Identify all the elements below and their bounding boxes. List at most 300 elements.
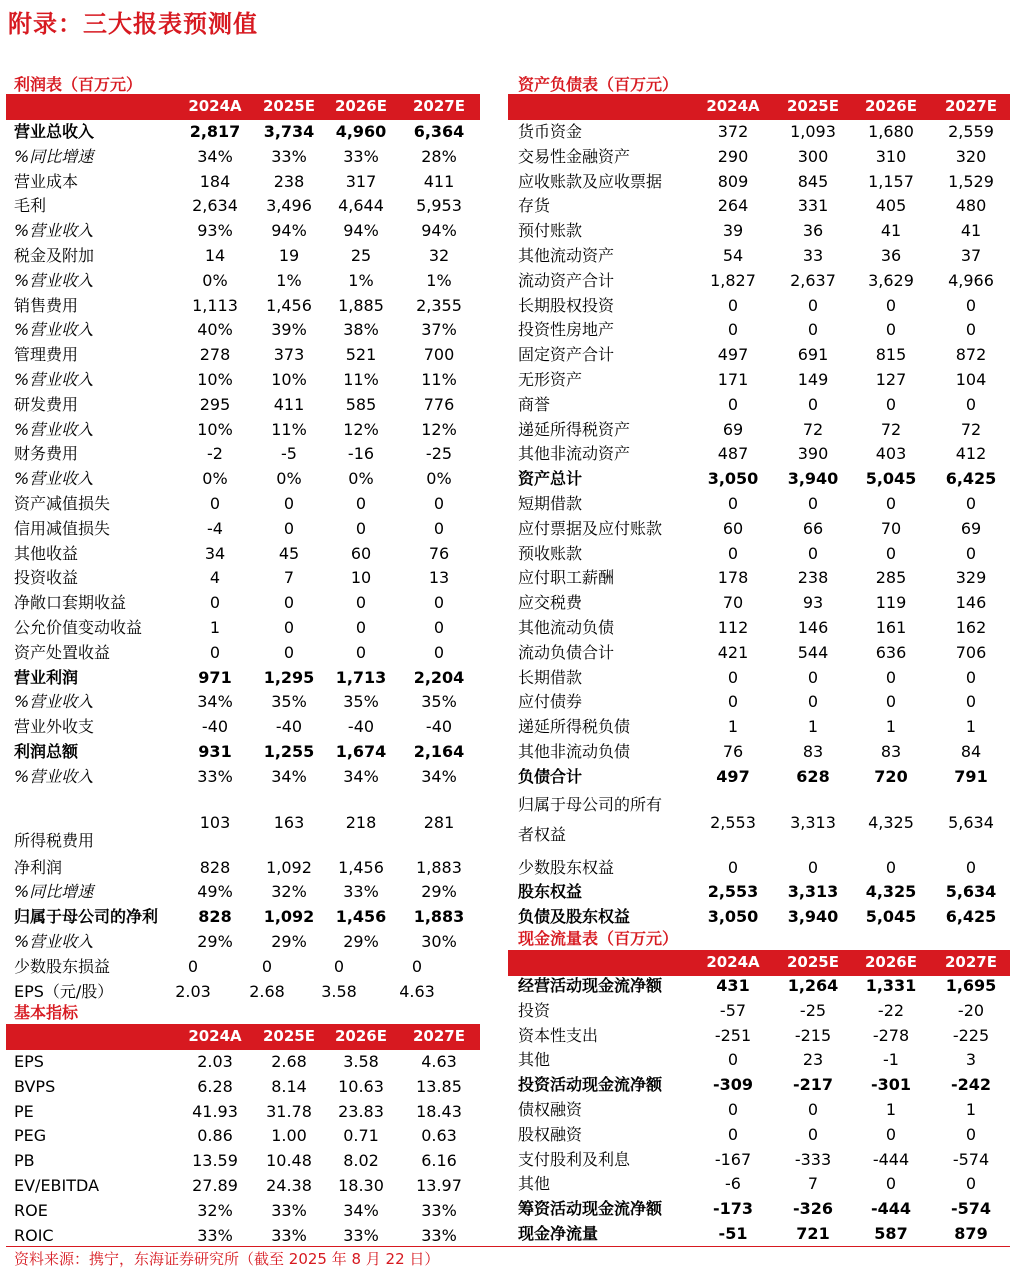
cell-value: 104: [955, 370, 987, 389]
row-label: 净敞口套期收益: [14, 593, 127, 613]
cell-value: 0: [807, 692, 819, 712]
cell-value: 0%: [348, 469, 374, 489]
cell-value: 6.16: [421, 1151, 457, 1171]
table-row: [6, 566, 480, 591]
table-row: [508, 666, 1010, 691]
row-label: PB: [14, 1151, 35, 1171]
cell-value: 27.89: [192, 1176, 238, 1195]
cell-value: 178: [717, 568, 749, 588]
cell-value: 290: [717, 146, 749, 166]
table-row: [6, 492, 480, 517]
cell-value: 1,883: [413, 907, 465, 927]
cell-value: 66: [802, 518, 824, 538]
cell-value: 2.03: [197, 1052, 233, 1071]
cell-value: 431: [716, 976, 750, 995]
cell-value: 0: [885, 320, 897, 340]
year-col: 2024A: [706, 97, 760, 115]
table-row: [508, 880, 1010, 905]
cell-value: 7: [807, 1174, 819, 1194]
year-col: 2025E: [263, 97, 315, 115]
cell-value: 0: [885, 1124, 897, 1144]
cell-value: 1%: [426, 270, 452, 290]
row-label: %营业收入: [14, 221, 94, 241]
cell-value: 0: [965, 543, 977, 563]
row-label: %同比增速: [14, 882, 94, 902]
row-label: 其他: [518, 1050, 551, 1070]
cell-value: 1,885: [338, 295, 384, 315]
cell-value: 1: [209, 618, 221, 637]
cell-value: 83: [802, 742, 824, 761]
cell-value: 0%: [426, 469, 452, 489]
cell-value: 372: [717, 122, 749, 141]
cell-value: 2,559: [948, 122, 994, 141]
cell-value: 828: [199, 857, 231, 877]
cell-value: 33%: [197, 766, 233, 786]
cell-value: 1.00: [271, 1126, 307, 1146]
balance-title: 资产负债表（百万元）: [518, 75, 679, 94]
cell-value: -1: [883, 1050, 899, 1070]
year-col: 2025E: [263, 1027, 315, 1045]
cell-value: 33: [802, 246, 824, 265]
cell-value: 521: [345, 345, 377, 365]
row-label: 负债及股东权益: [518, 907, 631, 927]
cell-value: 4: [209, 568, 221, 588]
cell-value: 2,355: [416, 295, 462, 315]
table-row: [508, 492, 1010, 517]
cell-value: 0: [885, 857, 897, 877]
cell-value: 1,456: [338, 857, 384, 877]
cell-value: 0: [333, 956, 345, 976]
table-row: [6, 294, 480, 319]
cell-value: 37: [960, 246, 982, 265]
cell-value: 0: [433, 593, 445, 613]
year-col: 2026E: [865, 953, 917, 971]
table-row: [508, 715, 1010, 740]
table-row: [508, 591, 1010, 616]
table-row: [6, 343, 480, 368]
cell-value: -5: [281, 444, 297, 464]
row-label: 存货: [518, 196, 551, 216]
cell-value: 1,713: [335, 667, 387, 687]
cell-value: 421: [717, 642, 749, 662]
row-label: 应交税费: [518, 593, 583, 613]
cell-value: 0: [209, 642, 221, 662]
cell-value: 0: [965, 667, 977, 687]
cell-value: 3,313: [790, 812, 836, 832]
cell-value: 0.63: [421, 1126, 457, 1146]
table-row: [508, 467, 1010, 492]
row-label: 所得税费用: [14, 830, 95, 850]
table-row: [508, 740, 1010, 765]
table-row: [508, 145, 1010, 170]
row-label: 流动负债合计: [518, 642, 615, 662]
table-row: [6, 393, 480, 418]
row-label: 递延所得税负债: [518, 717, 631, 737]
row-label: %营业收入: [14, 469, 94, 489]
cell-value: 127: [875, 370, 907, 389]
cell-value: -173: [712, 1199, 754, 1219]
cell-value: 41: [960, 221, 982, 241]
row-label: 投资: [518, 1000, 551, 1020]
cell-value: 4.63: [399, 981, 435, 1001]
row-label: 信用减值损失: [14, 518, 111, 538]
row-label: 投资活动现金流净额: [518, 1075, 663, 1095]
cell-value: 1,331: [865, 976, 917, 995]
cell-value: 0: [885, 543, 897, 563]
cell-value: 1,456: [335, 907, 387, 927]
cell-value: 103: [199, 812, 231, 832]
table-row: [508, 542, 1010, 567]
cell-value: 8.14: [271, 1076, 307, 1096]
cell-value: 0: [283, 494, 295, 513]
row-label: 销售费用: [14, 295, 79, 315]
year-col: 2027E: [413, 97, 465, 115]
cell-value: 60: [722, 518, 744, 538]
cell-value: -6: [725, 1174, 741, 1194]
cell-value: 0: [965, 494, 977, 513]
cell-value: 2,204: [413, 667, 465, 687]
cell-value: 1: [965, 1100, 977, 1119]
cell-value: 0: [807, 494, 819, 513]
cell-value: -444: [872, 1149, 910, 1169]
cell-value: 0: [727, 692, 739, 712]
cell-value: 94%: [421, 221, 457, 241]
cell-value: 11%: [271, 419, 307, 439]
row-label: 应付职工薪酬: [518, 568, 615, 588]
cell-value: 0: [727, 1124, 739, 1144]
row-label: BVPS: [14, 1076, 56, 1096]
cell-value: 70: [722, 593, 744, 613]
cell-value: -51: [718, 1224, 748, 1243]
cell-value: 0: [727, 494, 739, 513]
cell-value: 628: [796, 766, 830, 786]
cell-value: 32: [428, 246, 450, 265]
cell-value: 18.30: [338, 1176, 384, 1195]
cashflow-title: 现金流量表（百万元）: [518, 929, 679, 948]
cell-value: 0: [807, 394, 819, 414]
table-row: [6, 856, 480, 881]
cell-value: 0: [807, 543, 819, 563]
cell-value: 0%: [276, 469, 302, 489]
row-label: 税金及附加: [14, 246, 95, 265]
table-row: [6, 517, 480, 542]
cell-value: 31.78: [266, 1101, 312, 1121]
cell-value: 14: [204, 246, 226, 265]
cell-value: 23.83: [338, 1101, 384, 1121]
cell-value: 3,734: [263, 122, 315, 141]
cell-value: 0: [807, 320, 819, 340]
year-col: 2024A: [188, 1027, 242, 1045]
cell-value: 84: [960, 742, 982, 761]
row-label: 其他非流动资产: [518, 444, 631, 464]
cell-value: 0: [727, 295, 739, 315]
row-label: 交易性金融资产: [518, 146, 631, 166]
income-title: 利润表（百万元）: [14, 75, 143, 94]
cell-value: 0: [727, 857, 739, 877]
cell-value: 3.58: [321, 981, 357, 1001]
cell-value: 24.38: [266, 1176, 312, 1195]
cell-value: 403: [875, 444, 907, 464]
cell-value: 0: [965, 692, 977, 712]
cell-value: -22: [877, 1000, 905, 1020]
cell-value: 1,456: [266, 295, 312, 315]
row-label: 营业成本: [14, 171, 79, 191]
cell-value: 94%: [271, 221, 307, 241]
table-row: [6, 467, 480, 492]
row-label: 其他: [518, 1174, 551, 1194]
row-label: %营业收入: [14, 932, 94, 951]
cell-value: 1,092: [266, 857, 312, 877]
row-label: 净利润: [14, 857, 63, 877]
cell-value: 0: [411, 956, 423, 976]
table-row: [6, 765, 480, 790]
row-label: 长期借款: [518, 667, 583, 687]
row-label: 货币资金: [518, 122, 583, 141]
cell-value: 2,553: [707, 882, 759, 902]
cell-value: 0: [807, 1124, 819, 1144]
cell-value: 39: [722, 221, 744, 241]
cell-value: 5,045: [865, 907, 917, 927]
cell-value: -40: [201, 717, 229, 737]
row-label: 研发费用: [14, 394, 79, 414]
cell-value: 33%: [197, 1225, 233, 1245]
row-label: 流动资产合计: [518, 270, 615, 290]
cell-value: 3: [965, 1050, 977, 1070]
cell-value: 828: [198, 907, 232, 927]
cell-value: 0%: [202, 270, 228, 290]
cell-value: -333: [794, 1149, 832, 1169]
cell-value: 317: [345, 171, 377, 191]
cell-value: 411: [273, 394, 305, 414]
cell-value: 0: [283, 618, 295, 637]
cell-value: 0: [965, 320, 977, 340]
basic-header: [6, 1024, 480, 1048]
cell-value: 390: [797, 444, 829, 464]
cell-value: 30%: [421, 932, 457, 951]
table-row: [6, 1149, 480, 1174]
row-label: 投资性房地产: [518, 320, 615, 340]
cell-value: 1%: [276, 270, 302, 290]
table-row: [6, 641, 480, 666]
row-label: 经营活动现金流净额: [518, 976, 663, 995]
cell-value: 0: [807, 295, 819, 315]
cell-value: 171: [717, 370, 749, 389]
cell-value: 791: [954, 766, 988, 786]
row-label: 股权融资: [518, 1124, 583, 1144]
cell-value: 1: [885, 717, 897, 737]
table-row: [508, 641, 1010, 666]
cell-value: 0: [727, 394, 739, 414]
cell-value: -225: [952, 1025, 990, 1045]
cell-value: 0: [727, 1100, 739, 1119]
cell-value: 238: [797, 568, 829, 588]
cell-value: 33%: [421, 1200, 457, 1220]
table-row: [6, 269, 480, 294]
cell-value: 295: [199, 394, 231, 414]
cell-value: 720: [874, 766, 908, 786]
cell-value: -25: [425, 444, 453, 464]
table-row: [6, 930, 480, 955]
cell-value: 93%: [197, 221, 233, 241]
cell-value: 373: [273, 345, 305, 365]
row-label: 利润总额: [14, 742, 79, 761]
row-label: 归属于母公司的所有 者权益: [518, 794, 663, 844]
cell-value: 278: [199, 345, 231, 365]
table-row: [6, 542, 480, 567]
row-label: %营业收入: [14, 270, 94, 290]
cell-value: 7: [283, 568, 295, 588]
cell-value: 0: [433, 642, 445, 662]
cell-value: 497: [716, 766, 750, 786]
cell-value: 971: [198, 667, 232, 687]
cell-value: 3,050: [707, 907, 759, 927]
table-row: [508, 1024, 1010, 1049]
cell-value: 76: [722, 742, 744, 761]
cell-value: 587: [874, 1224, 908, 1243]
table-row: [6, 790, 480, 856]
row-label: 其他收益: [14, 543, 79, 563]
table-row: [508, 1148, 1010, 1173]
table-row: [508, 1172, 1010, 1197]
table-row: [6, 1075, 480, 1100]
table-row: [508, 974, 1010, 999]
cell-value: 28%: [421, 146, 457, 166]
row-label: %营业收入: [14, 692, 94, 712]
cell-value: 69: [722, 419, 744, 439]
cell-value: 5,045: [865, 469, 917, 489]
table-row: [508, 269, 1010, 294]
cell-value: 49%: [197, 882, 233, 902]
cell-value: 3,940: [787, 907, 839, 927]
cell-value: 33%: [343, 1225, 379, 1245]
cell-value: 23: [802, 1050, 824, 1070]
cell-value: 10%: [271, 370, 307, 389]
cell-value: 2,817: [189, 122, 241, 141]
cell-value: -25: [799, 1000, 827, 1020]
year-col: 2025E: [787, 97, 839, 115]
cell-value: 480: [955, 196, 987, 216]
cell-value: -301: [870, 1075, 912, 1095]
cell-value: -217: [792, 1075, 834, 1095]
row-label: %营业收入: [14, 419, 94, 439]
year-col: 2026E: [865, 97, 917, 115]
cell-value: 0: [433, 494, 445, 513]
table-row: [508, 1098, 1010, 1123]
cell-value: 0: [885, 692, 897, 712]
cell-value: 0: [433, 518, 445, 538]
cell-value: 10%: [197, 370, 233, 389]
cell-value: 94%: [343, 221, 379, 241]
cell-value: 45: [278, 543, 300, 563]
row-label: 财务费用: [14, 444, 79, 464]
row-label: 应收账款及应收票据: [518, 171, 663, 191]
cell-value: 40%: [197, 320, 233, 340]
cell-value: 411: [423, 171, 455, 191]
table-row: [6, 616, 480, 641]
cell-value: 29%: [421, 882, 457, 902]
cell-value: 320: [955, 146, 987, 166]
cell-value: 29%: [197, 932, 233, 951]
table-row: [508, 616, 1010, 641]
cell-value: 6,364: [413, 122, 465, 141]
row-label: 长期股权投资: [518, 295, 615, 315]
cell-value: 3,629: [868, 270, 914, 290]
row-label: 股东权益: [518, 882, 583, 902]
row-label: 毛利: [14, 196, 47, 216]
cell-value: 5,953: [416, 196, 462, 216]
row-label: 公允价值变动收益: [14, 618, 143, 637]
row-label: 少数股东损益: [14, 956, 111, 976]
cell-value: -278: [872, 1025, 910, 1045]
cell-value: 33%: [271, 146, 307, 166]
cell-value: 32%: [197, 1200, 233, 1220]
table-row: [6, 905, 480, 930]
table-row: [6, 219, 480, 244]
table-row: [6, 715, 480, 740]
cell-value: 3,313: [787, 882, 839, 902]
cell-value: 0: [965, 1124, 977, 1144]
cell-value: 285: [875, 568, 907, 588]
year-col: 2027E: [945, 953, 997, 971]
row-label: %营业收入: [14, 766, 94, 786]
table-row: [6, 1100, 480, 1125]
cell-value: 54: [722, 246, 744, 265]
cell-value: 0: [187, 956, 199, 976]
cell-value: 93: [802, 593, 824, 613]
row-label: 递延所得税资产: [518, 419, 631, 439]
cell-value: 34%: [197, 692, 233, 712]
table-row: [508, 1048, 1010, 1073]
cell-value: 2.68: [249, 981, 285, 1001]
table-row: [6, 1050, 480, 1075]
cell-value: 1,295: [263, 667, 315, 687]
row-label: EV/EBITDA: [14, 1176, 100, 1195]
row-label: 固定资产合计: [518, 345, 615, 365]
cell-value: 1%: [348, 270, 374, 290]
cell-value: 146: [797, 618, 829, 637]
cell-value: 1: [885, 1100, 897, 1119]
cell-value: 162: [955, 618, 987, 637]
cell-value: 33%: [271, 1225, 307, 1245]
cell-value: 636: [875, 642, 907, 662]
cell-value: 69: [960, 518, 982, 538]
cell-value: 11%: [421, 370, 457, 389]
cell-value: 37%: [421, 320, 457, 340]
cell-value: 329: [955, 568, 987, 588]
cell-value: 2,553: [710, 812, 756, 832]
row-label: 现金净流量: [518, 1224, 599, 1243]
table-row: [6, 740, 480, 765]
table-row: [6, 1124, 480, 1149]
row-label: 应付债券: [518, 692, 583, 712]
cell-value: 161: [875, 618, 907, 637]
cell-value: 33%: [343, 146, 379, 166]
cell-value: 29%: [271, 932, 307, 951]
row-label: 营业利润: [14, 667, 79, 687]
cell-value: 700: [423, 345, 455, 365]
cell-value: 72: [960, 419, 982, 439]
row-label: 资本性支出: [518, 1025, 599, 1045]
cell-value: -16: [347, 444, 375, 464]
cell-value: 36: [880, 246, 902, 265]
cell-value: 2,164: [413, 742, 465, 761]
cell-value: 1,529: [948, 171, 994, 191]
table-row: [508, 999, 1010, 1024]
cell-value: 32%: [271, 882, 307, 902]
cell-value: 405: [875, 196, 907, 216]
cell-value: 1: [965, 717, 977, 737]
cell-value: 300: [797, 146, 829, 166]
